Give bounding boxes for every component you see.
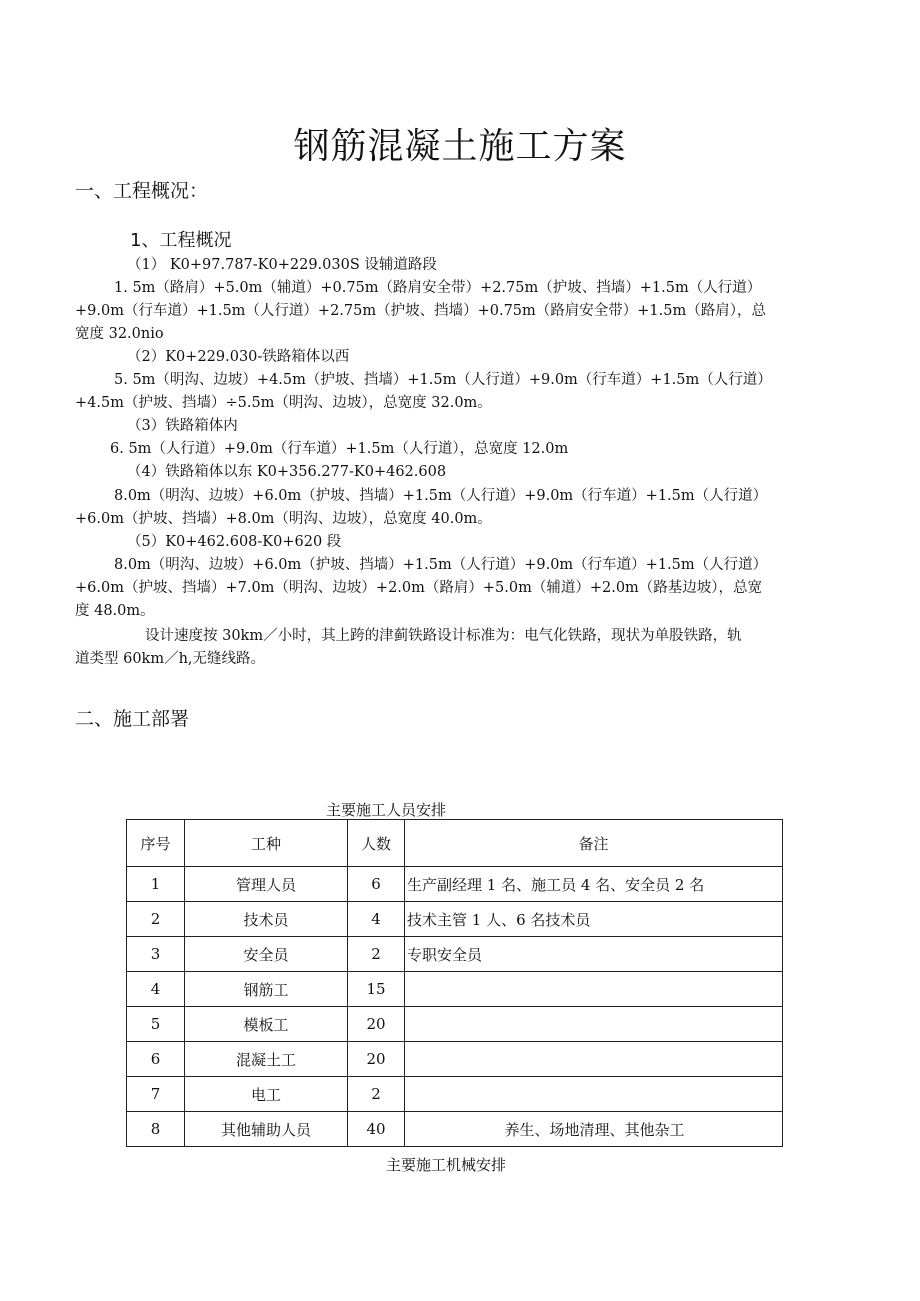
paragraph-line: +6.0m（护坡、挡墙）+7.0m（明沟、边坡）+2.0m（路肩）+5.0m（辅道）+2.0m（路基边坡），总宽 <box>75 580 763 596</box>
cell-count: 2 <box>348 1077 405 1112</box>
paragraph-line: 道类型 60km／h,无缝线路。 <box>75 651 266 667</box>
cell-seq: 1 <box>127 867 185 902</box>
table-row <box>127 937 783 972</box>
cell-trade: 技术员 <box>185 902 348 937</box>
cell-trade: 安全员 <box>185 937 348 972</box>
paragraph-line: （1） K0+97.787-K0+229.030S 设辅道路段 <box>127 257 437 273</box>
header-cell-seq: 序号 <box>127 820 185 867</box>
cell-count: 20 <box>348 1007 405 1042</box>
cell-note: 生产副经理 1 名、施工员 4 名、安全员 2 名 <box>405 867 783 902</box>
paragraph-line: （2）K0+229.030-铁路箱体以西 <box>127 349 350 365</box>
cell-seq: 7 <box>127 1077 185 1112</box>
table-header-row <box>127 820 783 867</box>
cell-count: 6 <box>348 867 405 902</box>
staff-table-caption: 主要施工人员安排 <box>326 801 447 819</box>
cell-seq: 5 <box>127 1007 185 1042</box>
paragraph-line: 5. 5m（明沟、边坡）+4.5m（护坡、挡墙）+1.5m（人行道）+9.0m（行车道）+1.5m（人行道） <box>114 372 772 388</box>
cell-seq: 6 <box>127 1042 185 1077</box>
table-row <box>127 1077 783 1112</box>
header-cell-count: 人数 <box>348 820 405 867</box>
cell-trade: 电工 <box>185 1077 348 1112</box>
header-cell-trade: 工种 <box>185 820 348 867</box>
staff-table <box>126 819 783 1147</box>
table-row <box>127 972 783 1007</box>
paragraph-line: +9.0m（行车道）+1.5m（人行道）+2.75m（护坡、挡墙）+0.75m（路肩安全带）+1.5m（路肩），总 <box>75 303 766 319</box>
paragraph-line: 宽度 32.0nio <box>75 326 164 342</box>
paragraph-line: +4.5m（护坡、挡墙）÷5.5m（明沟、边坡），总宽度 32.0m。 <box>75 395 492 411</box>
cell-note: 技术主管 1 人、6 名技术员 <box>405 902 783 937</box>
machine-table-caption: 主要施工机械安排 <box>386 1156 507 1174</box>
paragraph-line: 8.0m（明沟、边坡）+6.0m（护坡、挡墙）+1.5m（人行道）+9.0m（行车道）+1.5m（人行道） <box>114 488 768 504</box>
paragraph-line: 8.0m（明沟、边坡）+6.0m（护坡、挡墙）+1.5m（人行道）+9.0m（行车道）+1.5m（人行道） <box>114 557 768 573</box>
cell-note: 养生、场地清理、其他杂工 <box>405 1112 783 1147</box>
cell-note <box>405 1042 783 1077</box>
table-row <box>127 1112 783 1147</box>
cell-trade: 其他辅助人员 <box>185 1112 348 1147</box>
table-row <box>127 1007 783 1042</box>
cell-count: 2 <box>348 937 405 972</box>
paragraph-line: 1. 5m（路肩）+5.0m（辅道）+0.75m（路肩安全带）+2.75m（护坡、挡墙）+1.5m（人行道） <box>114 280 762 296</box>
paragraph-line: +6.0m（护坡、挡墙）+8.0m（明沟、边坡），总宽度 40.0m。 <box>75 511 492 527</box>
cell-count: 15 <box>348 972 405 1007</box>
cell-seq: 3 <box>127 937 185 972</box>
header-cell-note: 备注 <box>405 820 783 867</box>
subsection-heading-overview: 1、工程概况 <box>130 230 232 251</box>
section-heading-overview: 一、工程概况： <box>75 180 209 202</box>
paragraph-line: （3）铁路箱体内 <box>127 418 238 434</box>
section-heading-deployment: 二、施工部署 <box>75 708 190 730</box>
cell-trade: 混凝土工 <box>185 1042 348 1077</box>
paragraph-line: （4）铁路箱体以东 K0+356.277-K0+462.608 <box>127 464 447 480</box>
cell-note <box>405 972 783 1007</box>
cell-count: 20 <box>348 1042 405 1077</box>
cell-trade: 管理人员 <box>185 867 348 902</box>
cell-seq: 8 <box>127 1112 185 1147</box>
cell-trade: 钢筋工 <box>185 972 348 1007</box>
paragraph-line: 6. 5m（人行道）+9.0m（行车道）+1.5m（人行道），总宽度 12.0m <box>110 441 569 457</box>
table-row <box>127 867 783 902</box>
paragraph-line: 度 48.0m。 <box>75 603 155 619</box>
cell-trade: 模板工 <box>185 1007 348 1042</box>
paragraph-line: 设计速度按 30km／小时，其上跨的津蓟铁路设计标准为：电气化铁路，现状为单股铁路，轨 <box>145 628 742 644</box>
cell-note: 专职安全员 <box>405 937 783 972</box>
page-title: 钢筋混凝土施工方案 <box>293 126 627 167</box>
cell-seq: 4 <box>127 972 185 1007</box>
cell-note <box>405 1007 783 1042</box>
cell-seq: 2 <box>127 902 185 937</box>
table-row <box>127 902 783 937</box>
cell-count: 40 <box>348 1112 405 1147</box>
cell-count: 4 <box>348 902 405 937</box>
table-row <box>127 1042 783 1077</box>
paragraph-line: （5）K0+462.608-K0+620 段 <box>127 534 342 550</box>
cell-note <box>405 1077 783 1112</box>
